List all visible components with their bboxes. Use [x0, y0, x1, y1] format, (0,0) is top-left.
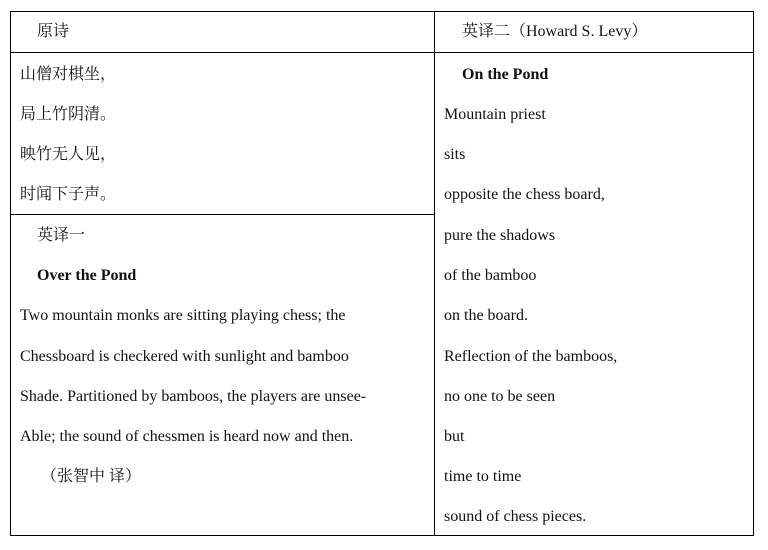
translation2-line: Reflection of the bamboos, [444, 348, 618, 365]
translation2-line: sound of chess pieces. [444, 508, 587, 525]
original-poem-line: 山僧对棋坐， [20, 66, 117, 83]
original-poem-line: 时闻下子声。 [20, 186, 117, 203]
translation1-heading: 英译一 [37, 227, 86, 244]
translation1-line: Two mountain monks are sitting playing chess; the [20, 307, 346, 324]
translation2-line: on the board. [444, 307, 528, 324]
translation2-line: pure the shadows [444, 227, 556, 244]
translation2-line: Mountain priest [444, 106, 546, 123]
original-poem-header: 原诗 [37, 23, 70, 40]
original-poem-line: 映竹无人见， [20, 146, 117, 163]
translation1-line: Chessboard is checkered with sunlight and bamboo [20, 348, 349, 365]
translation2-line: time to time [444, 468, 522, 485]
translation2-line: opposite the chess board, [444, 186, 605, 203]
translation2-line: no one to be seen [444, 388, 556, 405]
translation1-line: Able; the sound of chessmen is heard now and then. [20, 428, 354, 445]
header-divider [11, 52, 753, 53]
poem-table [10, 11, 754, 536]
original-poem-line: 局上竹阴清。 [20, 106, 117, 123]
translation2-title: On the Pond [462, 66, 549, 83]
translation1-title: Over the Pond [37, 267, 137, 284]
translation2-header: 英译二（Howard S. Levy） [462, 23, 648, 40]
column-divider [434, 12, 435, 535]
translation2-line: but [444, 428, 465, 445]
translation1-translator: （张智中 译） [41, 468, 142, 485]
translation2-line: sits [444, 146, 466, 163]
translation2-line: of the bamboo [444, 267, 537, 284]
translation1-line: Shade. Partitioned by bamboos, the players are unsee- [20, 388, 367, 405]
left-section-divider [11, 214, 434, 215]
